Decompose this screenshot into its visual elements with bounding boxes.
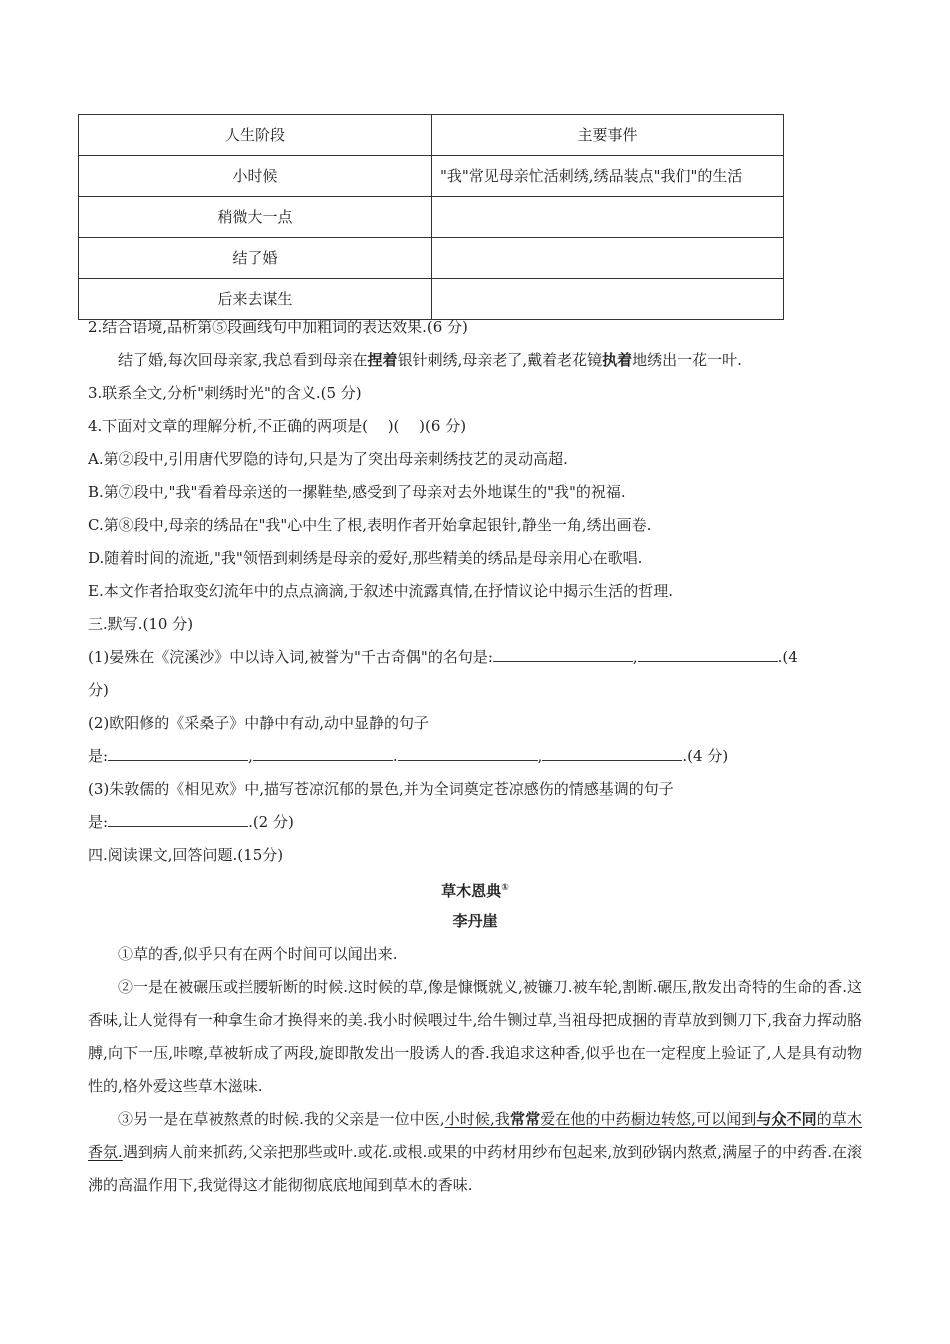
question-4: 4.下面对文章的理解分析,不正确的两项是( )( )(6 分) xyxy=(88,417,467,435)
article-title xyxy=(88,872,862,905)
dictation-text: 是: xyxy=(88,747,109,765)
dictation-text: .(4 分) xyxy=(682,747,729,765)
event-cell: "我"常见母亲忙活刺绣,绣品装点"我们"的生活 xyxy=(432,156,784,197)
bold-underlined-word: 与众不同 xyxy=(756,1110,817,1128)
option-a: A.第②段中,引用唐代罗隐的诗句,只是为了突出母亲刺绣技艺的灵动高超. xyxy=(88,450,568,468)
option-d: D.随着时间的流逝,"我"领悟到刺绣是母亲的爱好,那些精美的绣品是母亲用心在歌唱. xyxy=(88,549,643,567)
section-3-title: 三.默写.(10 分) xyxy=(88,615,194,633)
quote-text: 结了婚,每次回母亲家,我总看到母亲在 xyxy=(118,351,368,369)
stage-cell: 后来去谋生 xyxy=(79,279,432,320)
dictation-q1-cont: 分) xyxy=(88,681,109,699)
table-header: 主要事件 xyxy=(432,115,784,156)
questions-block xyxy=(88,311,862,1202)
answer-blank[interactable] xyxy=(493,643,633,662)
underlined-text: 爱在他的中药橱边转悠,可以闻到 xyxy=(540,1110,757,1128)
event-cell-blank[interactable] xyxy=(432,238,784,279)
life-stages-table xyxy=(78,114,784,320)
answer-blank[interactable] xyxy=(398,742,538,761)
dictation-q2-answers: 是: , . , .(4 分) xyxy=(88,740,862,773)
option-c: C.第⑧段中,母亲的绣品在"我"心中生了根,表明作者开始拿起银针,静坐一角,绣出画卷. xyxy=(88,516,652,534)
bold-word: 捏着 xyxy=(367,351,398,369)
option-e: E.本文作者拾取变幻流年中的点点滴滴,于叙述中流露真情,在抒情议论中揭示生活的哲理. xyxy=(88,582,674,600)
article-author: 李丹崖 xyxy=(452,912,498,930)
stage-cell: 结了婚 xyxy=(79,238,432,279)
answer-blank[interactable] xyxy=(638,643,778,662)
paragraph-2: ②一是在被碾压或拦腰斩断的时候.这时候的草,像是慷慨就义,被镰刀.被车轮,割断.碾压,散发出奇特的生命的香.这香味,让人觉得有一种拿生命才换得来的美.我小时候喂过牛,给牛铡过草,当祖母把成捆的青草放到铡刀下,我奋力挥动胳膊,向下一压,咔嚓,草被斩成了两段,旋即散发出一股诱人的香.我追求这种香,似乎也在一定程度上验证了,人是具有动物性的,格外爱这些草木滋味. xyxy=(88,978,862,1095)
dictation-q3-answers xyxy=(88,806,862,839)
question-2: 2.结合语境,品析第⑤段画线句中加粗词的表达效果.(6 分) xyxy=(88,318,468,336)
dictation-text: .(4 xyxy=(777,648,798,666)
question-2-quote xyxy=(88,344,862,377)
section-4-title: 四.阅读课文,回答问题.(15分) xyxy=(88,846,284,864)
table-row xyxy=(79,238,784,279)
answer-blank[interactable] xyxy=(108,742,248,761)
bold-underlined-word: 常常 xyxy=(509,1110,541,1128)
article-title-text: 草木恩典 xyxy=(441,882,502,900)
dictation-q1: (1)晏殊在《浣溪沙》中以诗入词,被誉为"千古奇偶"的名句是: , .(4 xyxy=(88,641,862,674)
paragraph-text: ③另一是在草被熬煮的时候.我的父亲是一位中医, xyxy=(118,1110,445,1128)
paragraph-text: 遇到病人前来抓药,父亲把那些或叶.或花.或根.或果的中药材用纱布包起来,放到砂锅内熬煮,满屋子的中药香.在滚沸的高温作用下,我觉得这才能彻彻底底地闻到草木的香味. xyxy=(88,1143,862,1194)
underlined-text: 小时候,我 xyxy=(444,1110,510,1128)
paragraph-3 xyxy=(88,1103,862,1202)
paragraph-1: ①草的香,似乎只有在两个时间可以闻出来. xyxy=(118,945,398,963)
table-header-row xyxy=(79,115,784,156)
bold-word: 执着 xyxy=(602,351,633,369)
stage-cell: 小时候 xyxy=(79,156,432,197)
dictation-text: (1)晏殊在《浣溪沙》中以诗入词,被誉为"千古奇偶"的名句是: xyxy=(88,648,493,666)
option-b: B.第⑦段中,"我"看着母亲送的一摞鞋垫,感受到了母亲对去外地谋生的"我"的祝福. xyxy=(88,483,626,501)
footnote-mark: ① xyxy=(501,883,509,893)
dictation-q3: (3)朱敦儒的《相见欢》中,描写苍凉沉郁的景色,并为全词奠定苍凉感伤的情感基调的句子 xyxy=(88,780,674,798)
event-cell-blank[interactable] xyxy=(432,197,784,238)
quote-text: 银针刺绣,母亲老了,戴着老花镜 xyxy=(397,351,603,369)
underlined-text: 的草木香氛. xyxy=(88,1110,862,1161)
answer-blank[interactable] xyxy=(108,808,248,827)
question-3: 3.联系全文,分析"刺绣时光"的含义.(5 分) xyxy=(88,384,362,402)
table-row xyxy=(79,197,784,238)
dictation-text: .(2 分) xyxy=(248,813,294,831)
quote-text: 地绣出一花一叶. xyxy=(632,351,742,369)
dictation-text: 是: xyxy=(88,813,109,831)
answer-blank[interactable] xyxy=(542,742,682,761)
answer-blank[interactable] xyxy=(253,742,393,761)
table-header: 人生阶段 xyxy=(79,115,432,156)
stage-cell: 稍微大一点 xyxy=(79,197,432,238)
dictation-q2: (2)欧阳修的《采桑子》中静中有动,动中显静的句子 xyxy=(88,714,430,732)
table-row xyxy=(79,156,784,197)
